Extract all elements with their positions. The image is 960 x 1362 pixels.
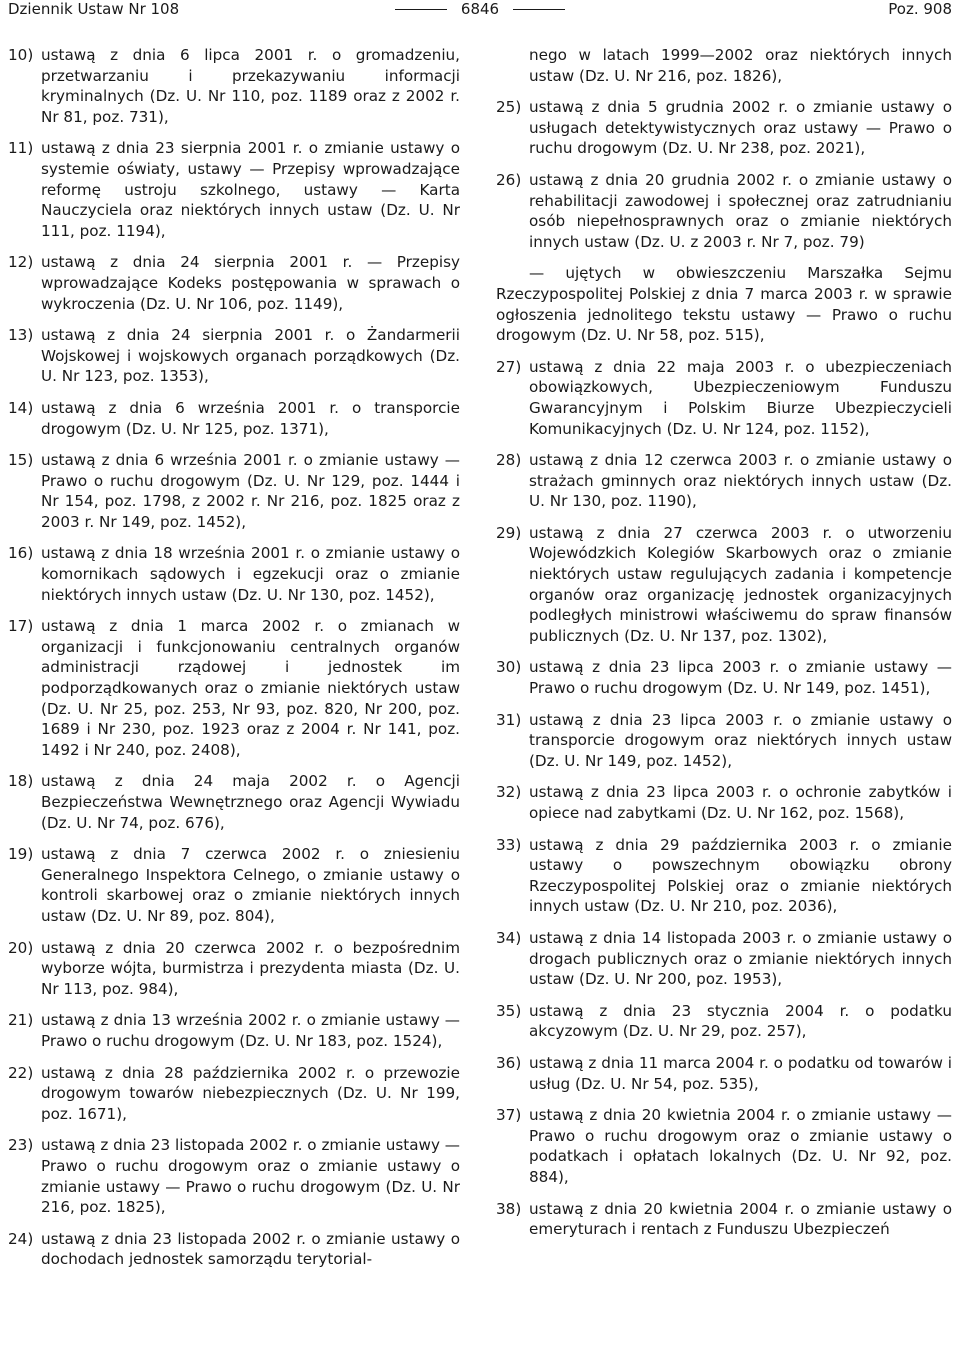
list-item xyxy=(496,97,952,159)
item-number: 37) xyxy=(496,1106,522,1125)
page-header xyxy=(0,0,960,26)
item-text: ustawą z dnia 5 grudnia 2002 r. o zmianie ustawy o usługach detektywistycznych oraz ustawy — Prawo o ruchu drogowym (Dz. U. Nr 238, poz. 2021), xyxy=(529,98,952,158)
item-number: 24) xyxy=(8,1229,34,1248)
dash-decoration xyxy=(395,9,447,10)
list-item xyxy=(496,1199,952,1240)
page-number-line xyxy=(0,0,960,18)
item-number: 10) xyxy=(8,46,34,64)
list-item xyxy=(8,252,460,314)
journal-title: Dziennik Ustaw Nr 108 xyxy=(8,0,180,18)
list-item xyxy=(8,138,460,241)
list-item xyxy=(8,616,460,760)
list-item xyxy=(496,1053,952,1094)
item-text: ustawą z dnia 20 kwietnia 2004 r. o zmianie ustawy — Prawo o ruchu drogowym oraz o zmianie ustawy o podatkach i opłatach lokalnych (Dz. U. Nr 92, poz. 884), xyxy=(529,1106,952,1186)
list-item xyxy=(8,543,460,605)
item-text: ustawą z dnia 23 stycznia 2004 r. o podatku akcyzowym (Dz. U. Nr 29, poz. 257), xyxy=(529,1001,952,1041)
item-text: ustawą z dnia 24 sierpnia 2001 r. — Przepisy wprowadzające Kodeks postępowania w sprawach o wykroczenia (Dz. U. Nr 106, poz. 1149), xyxy=(41,253,460,313)
item-text: ustawą z dnia 14 listopada 2003 r. o zmianie ustawy o drogach publicznych oraz o zmianie niektórych innych ustaw (Dz. U. Nr 200, poz. 1953), xyxy=(529,928,952,989)
item-text: ustawą z dnia 13 września 2002 r. o zmianie ustawy — Prawo o ruchu drogowym (Dz. U. Nr 183, poz. 1524), xyxy=(41,1011,460,1050)
item-number: 16) xyxy=(8,544,34,563)
left-column xyxy=(8,45,460,1281)
item-number: 14) xyxy=(8,398,34,417)
item-text: ustawą z dnia 11 marca 2004 r. o podatku od towarów i usług (Dz. U. Nr 54, poz. 535), xyxy=(529,1053,952,1093)
item-text: ustawą z dnia 24 sierpnia 2001 r. o Żandarmerii Wojskowej i wojskowych organach porządkowych (Dz. U. Nr 123, poz. 1353), xyxy=(41,326,460,386)
list-item xyxy=(496,782,952,823)
list-item xyxy=(496,523,952,647)
item-number: 26) xyxy=(496,170,522,189)
list-item xyxy=(496,1001,952,1042)
dash-decoration xyxy=(513,9,565,10)
list-item xyxy=(496,835,952,917)
item-number: 17) xyxy=(8,617,34,636)
list-item xyxy=(8,45,460,127)
item-text: ustawą z dnia 23 listopada 2002 r. o zmianie ustawy — Prawo o ruchu drogowym oraz o zmianie ustawy o zmianie ustawy — Prawo o ruchu drogowym (Dz. U. Nr 216, poz. 1825), xyxy=(41,1136,460,1217)
list-item xyxy=(496,357,952,439)
list-item xyxy=(496,928,952,990)
item-number: 25) xyxy=(496,98,522,117)
item-text: ustawą z dnia 7 czerwca 2002 r. o zniesieniu Generalnego Inspektora Celnego, o zmianie ustawy o kontroli skarbowej oraz o zmianie niektórych innych ustaw (Dz. U. Nr 89, poz. 804), xyxy=(41,845,460,925)
item-text: ustawą z dnia 23 listopada 2002 r. o zmianie ustawy o dochodach jednostek samorządu terytorial- xyxy=(41,1229,460,1269)
list-item xyxy=(8,1010,460,1051)
list-item xyxy=(8,450,460,532)
right-column xyxy=(496,45,952,1251)
list-item xyxy=(8,1135,460,1217)
item-text: ustawą z dnia 1 marca 2002 r. o zmianach w organizacji i funkcjonowaniu centralnych organów administracji rządowej i jednostek im podporządkowanych oraz o zmianie niektórych ustaw (Dz. U. Nr 25, poz. 253, Nr 93, poz. 820, Nr 200, poz. 1689 i Nr 230, poz. 1923 oraz z 2004 r. Nr 141, poz. 1492 i Nr 240, poz. 2408), xyxy=(41,617,460,759)
item-number: 30) xyxy=(496,658,522,677)
item-text: ustawą z dnia 28 października 2002 r. o przewozie drogowym towarów niebezpiecznych (Dz. U. Nr 199, poz. 1671), xyxy=(41,1063,460,1123)
list-item xyxy=(496,1105,952,1187)
item-number: 23) xyxy=(8,1136,34,1155)
item-text: ustawą z dnia 29 października 2003 r. o zmianie ustawy o powszechnym obowiązku obrony Rzeczypospolitej Polskiej oraz o zmianie niektórych innych ustaw (Dz. U. Nr 210, poz. 2036), xyxy=(529,835,952,916)
page-number: 6846 xyxy=(460,0,500,18)
item-number: 20) xyxy=(8,938,34,957)
item-text: ustawą z dnia 23 sierpnia 2001 r. o zmianie ustawy o systemie oświaty, ustawy — Przepisy wprowadzające reformę ustroju szkolnego, ustawy — Karta Nauczyciela oraz niektórych innych ustaw (Dz. U. Nr 111, poz. 1194), xyxy=(41,139,460,240)
item-number: 35) xyxy=(496,1001,522,1020)
item-number: 13) xyxy=(8,326,34,345)
item-number: 33) xyxy=(496,835,522,854)
item-number: 27) xyxy=(496,357,522,376)
list-item xyxy=(8,1229,460,1270)
item-number: 34) xyxy=(496,928,522,947)
item-number: 18) xyxy=(8,772,34,791)
item-number: 32) xyxy=(496,783,522,802)
announcement-note xyxy=(496,263,952,345)
item-text: ustawą z dnia 20 czerwca 2002 r. o bezpośrednim wyborze wójta, burmistrza i prezydenta miasta (Dz. U. Nr 113, poz. 984), xyxy=(41,938,460,998)
item-text: nego w latach 1999—2002 oraz niektórych innych ustaw (Dz. U. Nr 216, poz. 1826), xyxy=(529,46,952,85)
list-item xyxy=(8,325,460,387)
item-number: 12) xyxy=(8,253,34,272)
item-number: 29) xyxy=(496,523,522,542)
list-item xyxy=(8,398,460,439)
item-number: 21) xyxy=(8,1011,34,1030)
item-text: ustawą z dnia 6 września 2001 r. o zmianie ustawy — Prawo o ruchu drogowym (Dz. U. Nr 129, poz. 1444 i Nr 154, poz. 1798, z 2002 r. Nr 216, poz. 1825 oraz z 2003 r. Nr 149, poz. 1452), xyxy=(41,451,460,531)
list-item xyxy=(496,710,952,772)
list-item xyxy=(496,450,952,512)
item-text: ustawą z dnia 23 lipca 2003 r. o ochronie zabytków i opiece nad zabytkami (Dz. U. Nr 162, poz. 1568), xyxy=(529,783,952,822)
list-item xyxy=(8,844,460,926)
item-text: ustawą z dnia 6 września 2001 r. o transporcie drogowym (Dz. U. Nr 125, poz. 1371), xyxy=(41,398,460,438)
note-text: — ujętych w obwieszczeniu Marszałka Sejmu Rzeczypospolitej Polskiej z dnia 7 marca 2003 r. w sprawie ogłoszenia jednolitego tekstu ustawy — Prawo o ruchu drogowym (Dz. U. Nr 58, poz. 515), xyxy=(496,264,952,345)
item-text: ustawą z dnia 18 września 2001 r. o zmianie ustawy o komornikach sądowych i egzekucji oraz o zmianie niektórych innych ustaw (Dz. U. Nr 130, poz. 1452), xyxy=(41,544,460,604)
item-number: 31) xyxy=(496,710,522,729)
item-number: 28) xyxy=(496,451,522,470)
item-text: ustawą z dnia 6 lipca 2001 r. o gromadzeniu, przetwarzaniu i przekazywaniu informacji kryminalnych (Dz. U. Nr 110, poz. 1189 oraz z 2002 r. Nr 81, poz. 731), xyxy=(41,46,460,126)
item-number: 15) xyxy=(8,451,34,470)
list-item xyxy=(496,657,952,698)
item-text: ustawą z dnia 22 maja 2003 r. o ubezpieczeniach obowiązkowych, Ubezpieczeniowym Funduszu Gwarancyjnym i Polskim Biurze Ubezpieczycieli Komunikacyjnych (Dz. U. Nr 124, poz. 1152), xyxy=(529,357,952,438)
list-item xyxy=(496,170,952,252)
item-number: 38) xyxy=(496,1199,522,1218)
item-number: 36) xyxy=(496,1053,522,1072)
item-number: 19) xyxy=(8,845,34,864)
item-text: ustawą z dnia 20 kwietnia 2004 r. o zmianie ustawy o emeryturach i rentach z Funduszu Ubezpieczeń xyxy=(529,1199,952,1239)
item-number: 11) xyxy=(8,139,34,158)
list-item xyxy=(8,938,460,1000)
list-item-continuation xyxy=(496,45,952,86)
item-text: ustawą z dnia 20 grudnia 2002 r. o zmianie ustawy o rehabilitacji zawodowej i społecznej oraz zatrudnianiu osób niepełnosprawnych oraz o zmianie niektórych innych ustaw (Dz. U. z 2003 r. Nr 7, poz. 79) xyxy=(529,170,952,251)
item-text: ustawą z dnia 23 lipca 2003 r. o zmianie ustawy — Prawo o ruchu drogowym (Dz. U. Nr 149, poz. 1451), xyxy=(529,658,952,698)
item-text: ustawą z dnia 23 lipca 2003 r. o zmianie ustawy o transporcie drogowym oraz niektórych innych ustaw (Dz. U. Nr 149, poz. 1452), xyxy=(529,710,952,770)
item-text: ustawą z dnia 12 czerwca 2003 r. o zmianie ustawy o strażach gminnych oraz niektórych innych ustaw (Dz. U. Nr 130, poz. 1190), xyxy=(529,451,952,511)
list-item xyxy=(8,771,460,833)
item-number: 22) xyxy=(8,1063,34,1082)
item-text: ustawą z dnia 27 czerwca 2003 r. o utworzeniu Wojewódzkich Kolegiów Skarbowych oraz o zmianie niektórych ustaw regulujących zadania i kompetencje organów oraz organizację jednostek organizacyjnych podległych ministrowi właściwemu do spraw finansów publicznych (Dz. U. Nr 137, poz. 1302), xyxy=(529,523,952,645)
list-item xyxy=(8,1063,460,1125)
position-number: Poz. 908 xyxy=(888,0,952,18)
item-text: ustawą z dnia 24 maja 2002 r. o Agencji Bezpieczeństwa Wewnętrznego oraz Agencji Wywiadu (Dz. U. Nr 74, poz. 676), xyxy=(41,772,460,832)
